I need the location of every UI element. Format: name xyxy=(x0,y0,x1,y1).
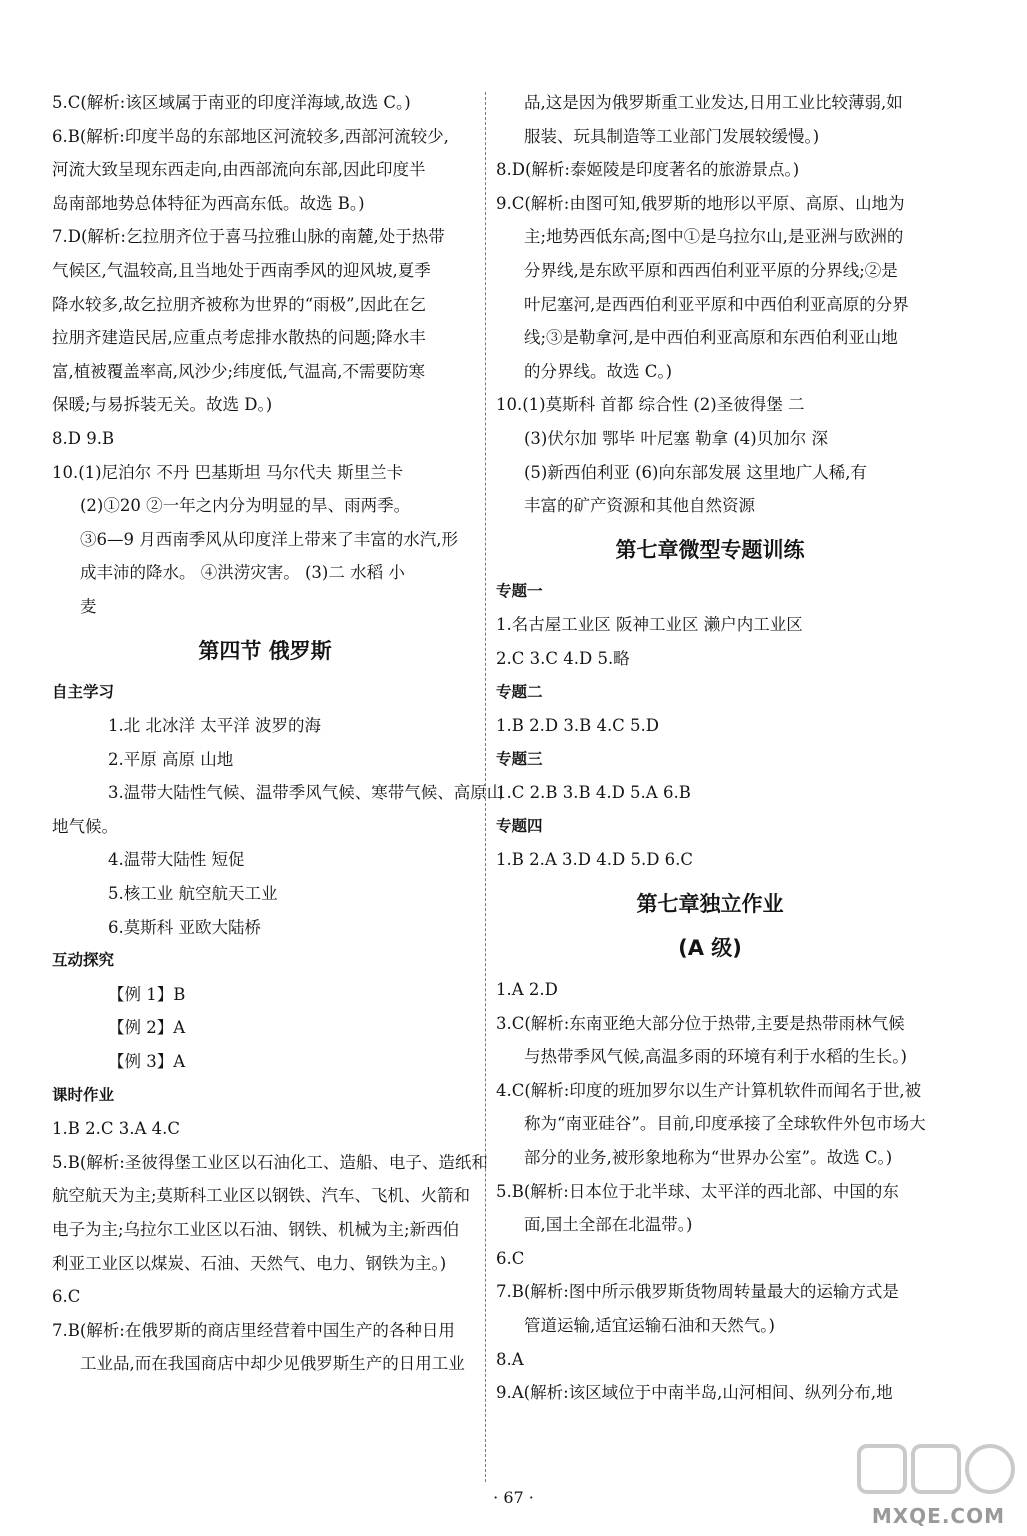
section-heading: 第七章独立作业 xyxy=(636,892,784,917)
text-line: 拉朋齐建造民居,应重点考虑排水散热的问题;降水丰 xyxy=(52,328,426,348)
text-line: 3.温带大陆性气候、温带季风气候、寒带气候、高原山 xyxy=(108,783,504,803)
text-line: 主;地势西低东高;图中①是乌拉尔山,是亚洲与欧洲的 xyxy=(524,227,904,247)
subheading: 课时作业 xyxy=(52,1085,115,1104)
text-line: 称为“南亚硅谷”。目前,印度承接了全球软件外包市场大 xyxy=(524,1114,926,1134)
text-line: 气候区,气温较高,且当地处于西南季风的迎风坡,夏季 xyxy=(52,260,431,280)
subheading: 专题三 xyxy=(496,749,543,768)
text-line: 线;③是勒拿河,是中西伯利亚高原和东西伯利亚山地 xyxy=(524,328,898,348)
text-line: 服装、玩具制造等工业部门发展较缓慢。) xyxy=(524,126,820,146)
section-heading: (A 级) xyxy=(678,936,742,961)
column-divider xyxy=(485,92,486,1482)
text-line: 2.平原 高原 山地 xyxy=(108,749,234,769)
text-line: 1.C 2.B 3.B 4.D 5.A 6.B xyxy=(496,783,691,803)
text-line: (2)①20 ②一年之内分为明显的旱、雨两季。 xyxy=(80,496,411,516)
text-line: 5.核工业 航空航天工业 xyxy=(108,884,278,904)
text-line: (5)新西伯利亚 (6)向东部发展 这里地广人稀,有 xyxy=(524,462,867,482)
text-line: 1.A 2.D xyxy=(496,980,558,1000)
text-line: 6.C xyxy=(496,1248,525,1268)
text-line: 分界线,是东欧平原和西西伯利亚平原的分界线;②是 xyxy=(524,260,898,280)
text-line: 与热带季风气候,高温多雨的环境有利于水稻的生长。) xyxy=(524,1047,907,1067)
text-line: 保暖;与易拆装无关。故选 D。) xyxy=(52,395,273,415)
text-line: 富,植被覆盖率高,风沙少;纬度低,气温高,不需要防寒 xyxy=(52,361,426,381)
section-heading: 第四节 俄罗斯 xyxy=(198,638,332,663)
text-line: 1.北 北冰洋 太平洋 波罗的海 xyxy=(108,716,321,736)
text-line: 1.B 2.D 3.B 4.C 5.D xyxy=(496,716,660,736)
text-line: 叶尼塞河,是西西伯利亚平原和中西伯利亚高原的分界 xyxy=(524,294,909,314)
text-line: 8.D(解析:泰姬陵是印度著名的旅游景点。) xyxy=(496,160,800,180)
text-line: 航空航天为主;莫斯科工业区以钢铁、汽车、飞机、火箭和 xyxy=(52,1186,471,1206)
text-line: ③6—9 月西南季风从印度洋上带来了丰富的水汽,形 xyxy=(80,529,458,549)
text-line: 5.B(解析:圣彼得堡工业区以石油化工、造船、电子、造纸和 xyxy=(52,1152,488,1172)
text-line: 8.A xyxy=(496,1349,524,1369)
text-line: 10.(1)尼泊尔 不丹 巴基斯坦 马尔代夫 斯里兰卡 xyxy=(52,462,404,482)
text-line: 4.温带大陆性 短促 xyxy=(108,850,245,870)
text-line: 3.C(解析:东南亚绝大部分位于热带,主要是热带雨林气候 xyxy=(496,1013,905,1033)
text-line: 【例 2】A xyxy=(108,1018,186,1038)
text-line: 6.莫斯科 亚欧大陆桥 xyxy=(108,917,261,937)
text-line: 1.名古屋工业区 阪神工业区 濑户内工业区 xyxy=(496,615,803,635)
subheading: 专题一 xyxy=(496,581,543,600)
text-line: 成丰沛的降水。 ④洪涝灾害。 (3)二 水稻 小 xyxy=(80,563,405,583)
text-line: 管道运输,适宜运输石油和天然气。) xyxy=(524,1316,775,1335)
text-line: 的分界线。故选 C。) xyxy=(524,361,673,381)
text-line: 5.C(解析:该区域属于南亚的印度洋海域,故选 C。) xyxy=(52,93,411,112)
text-line: 麦 xyxy=(80,596,97,616)
watermark-text: MXQE.COM xyxy=(871,1504,1005,1528)
text-line: 10.(1)莫斯科 首都 综合性 (2)圣彼得堡 二 xyxy=(496,395,805,415)
text-line: 面,国土全部在北温带。) xyxy=(524,1215,693,1235)
text-line: 7.B(解析:在俄罗斯的商店里经营着中国生产的各种日用 xyxy=(52,1320,455,1340)
left-column xyxy=(52,86,504,1486)
text-line: 品,这是因为俄罗斯重工业发达,日用工业比较薄弱,如 xyxy=(524,93,903,112)
text-line: 2.C 3.C 4.D 5.略 xyxy=(496,648,630,668)
subheading: 互动探究 xyxy=(52,951,115,970)
right-column xyxy=(496,86,924,1486)
text-line: 6.C xyxy=(52,1287,81,1307)
text-line: 岛南部地势总体特征为西高东低。故选 B。) xyxy=(52,193,365,213)
text-line: 9.A(解析:该区域位于中南半岛,山河相间、纵列分布,地 xyxy=(496,1383,893,1403)
text-line: 1.B 2.C 3.A 4.C xyxy=(52,1119,180,1139)
text-line: (3)伏尔加 鄂毕 叶尼塞 勒拿 (4)贝加尔 深 xyxy=(524,428,828,448)
section-heading: 第七章微型专题训练 xyxy=(615,537,805,562)
text-line: 【例 1】B xyxy=(108,984,186,1004)
text-line: 工业品,而在我国商店中却少见俄罗斯生产的日用工业 xyxy=(80,1354,465,1374)
text-line: 部分的业务,被形象地称为“世界办公室”。故选 C。) xyxy=(524,1148,893,1168)
text-line: 电子为主;乌拉尔工业区以石油、钢铁、机械为主;新西伯 xyxy=(52,1220,460,1239)
text-line: 7.B(解析:图中所示俄罗斯货物周转量最大的运输方式是 xyxy=(496,1282,899,1302)
page-number: · 67 · xyxy=(493,1488,534,1507)
text-line: 利亚工业区以煤炭、石油、天然气、电力、钢铁为主。) xyxy=(52,1253,447,1273)
text-line: 地气候。 xyxy=(52,816,118,836)
text-line: 河流大致呈现东西走向,由西部流向东部,因此印度半 xyxy=(52,160,426,180)
text-line: 9.C(解析:由图可知,俄罗斯的地形以平原、高原、山地为 xyxy=(496,193,905,213)
subheading: 专题四 xyxy=(496,816,543,835)
text-line: 5.B(解析:日本位于北半球、太平洋的西北部、中国的东 xyxy=(496,1181,899,1201)
subheading: 自主学习 xyxy=(52,682,115,701)
text-line: 1.B 2.A 3.D 4.D 5.D 6.C xyxy=(496,850,694,870)
subheading: 专题二 xyxy=(496,682,543,701)
text-line: 8.D 9.B xyxy=(52,428,115,448)
text-line: 7.D(解析:乞拉朋齐位于喜马拉雅山脉的南麓,处于热带 xyxy=(52,227,445,247)
text-line: 丰富的矿产资源和其他自然资源 xyxy=(524,496,755,516)
text-line: 【例 3】A xyxy=(108,1052,186,1072)
text-line: 4.C(解析:印度的班加罗尔以生产计算机软件而闻名于世,被 xyxy=(496,1080,922,1100)
text-line: 降水较多,故乞拉朋齐被称为世界的“雨极”,因此在乞 xyxy=(52,294,426,314)
text-line: 6.B(解析:印度半岛的东部地区河流较多,西部河流较少, xyxy=(52,126,449,146)
